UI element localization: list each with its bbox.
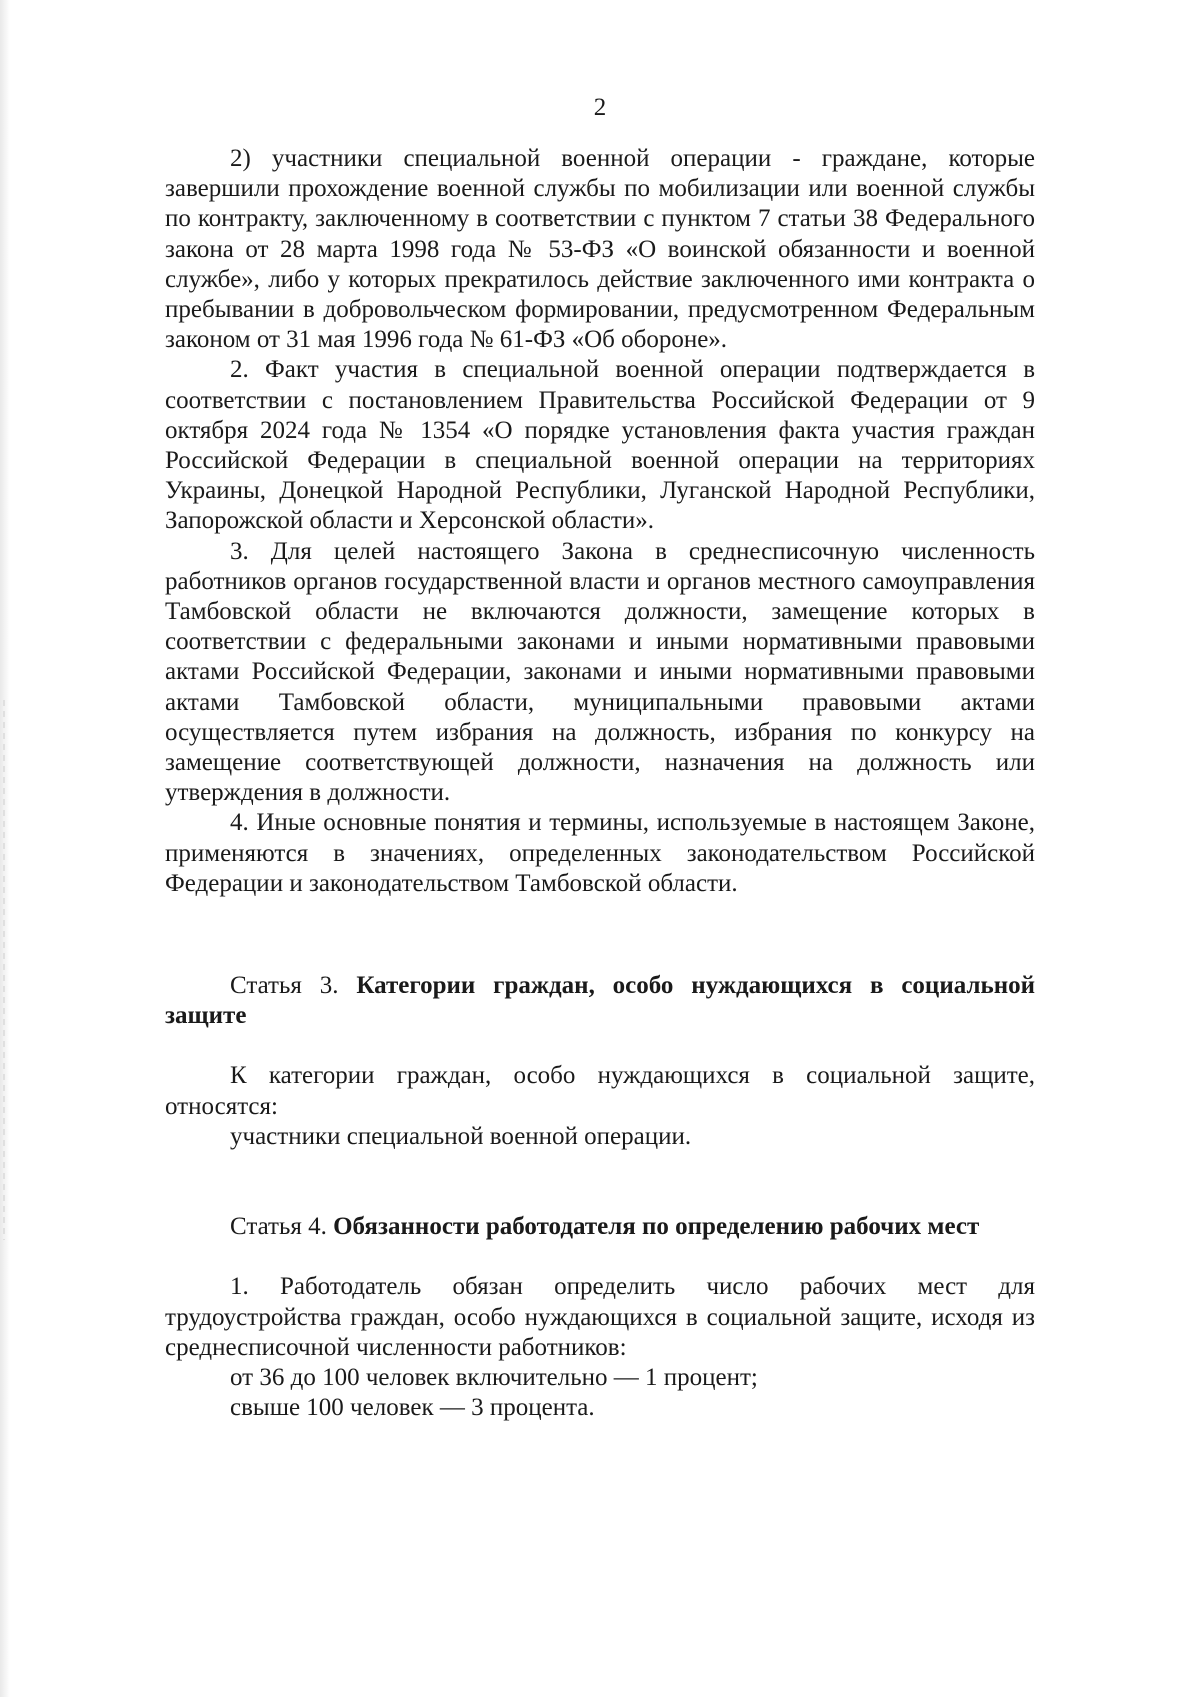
article3-heading [165, 971, 1035, 1031]
article4-quota-1: от 36 до 100 человек включительно — 1 процент; [230, 1363, 758, 1391]
article2-paragraph-4: 4. Иные основные понятия и термины, используемые в настоящем Законе, применяются в значениях, определенных законодательством Российской Федерации и законодательством Тамбовской области. [165, 809, 1035, 897]
article3-title: Категории граждан, особо нуждающихся в социальной защите [165, 972, 1036, 1030]
article4-title: Обязанности работодателя по определению рабочих мест [333, 1213, 980, 1241]
article4-quota-2: свыше 100 человек — 3 процента. [230, 1394, 595, 1422]
spacer [165, 899, 1035, 971]
spacer [165, 1031, 1035, 1061]
document-body [165, 144, 1035, 1423]
article3-item: участники специальной военной операции. [230, 1122, 692, 1150]
spacer [165, 1242, 1035, 1272]
article3-label: Статья 3. [230, 972, 339, 1000]
article4-label: Статья 4. [230, 1213, 327, 1241]
page-number: 2 [593, 94, 607, 121]
article2-paragraph-2: 2. Факт участия в специальной военной операции подтверждается в соответствии с постановлением Правительства Российской Федерации от 9 октября 2024 года № 1354 «О порядке установления факта участия граждан Российской Федерации в специальной военной операции на территориях Украины, Донецкой Народной Республики, Луганской Народной Республики, Запорожской области и Херсонской области». [165, 356, 1035, 535]
scan-edge-artifact [3, 700, 5, 1240]
scan-edge-shading [0, 0, 10, 1697]
article4-paragraph-1: 1. Работодатель обязан определить число рабочих мест для трудоустройства граждан, особо нуждающихся в социальной защите, исходя из среднесписочной численности работников: [165, 1273, 1035, 1361]
article2-paragraph-3: 3. Для целей настоящего Закона в среднесписочную численность работников органов государственной власти и органов местного самоуправления Тамбовской области не включаются должности, замещение которых в соответствии с федеральными законами и иными нормативными правовыми актами Российской Федерации, законами и иными нормативными правовыми актами Тамбовской области, муниципальными правовыми актами осуществляется путем избрания на должность, избрания по конкурсу на замещение соответствующей должности, назначения на должность или утверждения в должности. [165, 537, 1035, 807]
article2-item-2: 2) участники специальной военной операции - граждане, которые завершили прохождение военной службы по мобилизации или военной службы по контракту, заключенному в соответствии с пунктом 7 статьи 38 Федерального закона от 28 марта 1998 года № 53-ФЗ «О воинской обязанности и военной службе», либо у которых прекратилось действие заключенного ими контракта о пребывании в добровольческом формировании, предусмотренном Федеральным законом от 31 мая 1996 года № 61-ФЗ «Об обороне». [165, 145, 1035, 354]
article4-heading [165, 1212, 1035, 1242]
spacer [165, 1152, 1035, 1212]
article3-intro: К категории граждан, особо нуждающихся в социальной защите, относятся: [165, 1062, 1035, 1120]
